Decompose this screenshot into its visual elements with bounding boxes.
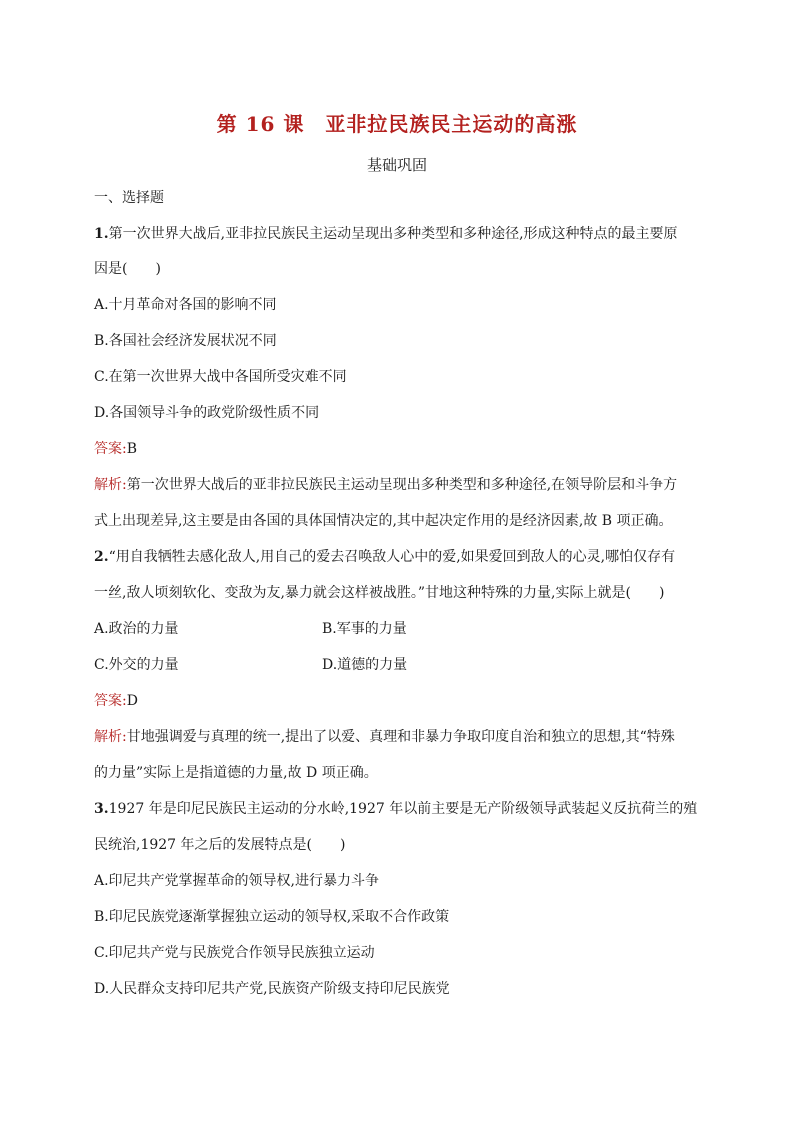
q2-option-d: D.道德的力量 <box>322 657 408 673</box>
q1-stem-line1: 1.第一次世界大战后,亚非拉民族民主运动呈现出多种类型和多种途径,形成这种特点的最主要原 <box>94 226 678 242</box>
q3-number: 3. <box>94 801 109 817</box>
question-type-heading: 一、选择题 <box>94 190 164 206</box>
q2-analysis-line2: 的力量”实际上是指道德的力量,故 D 项正确。 <box>94 765 378 781</box>
q3-option-c: C.印尼共产党与民族党合作领导民族独立运动 <box>94 945 375 961</box>
section-subtitle: 基础巩固 <box>366 156 427 174</box>
q2-number: 2. <box>94 549 109 565</box>
q1-analysis-line2: 式上出现差异,这主要是由各国的具体国情决定的,其中起决定作用的是经济因素,故 B 项正确。 <box>94 513 673 529</box>
q2-stem-line2: 一丝,敌人顷刻软化、变敌为友,暴力就会这样被战胜。”甘地这种特殊的力量,实际上就是( ) <box>94 585 665 601</box>
q3-option-a: A.印尼共产党掌握革命的领导权,进行暴力斗争 <box>94 873 380 889</box>
q1-number: 1. <box>94 226 109 242</box>
q3-stem-line2: 民统治,1927 年之后的发展特点是( ) <box>94 837 346 853</box>
q1-option-d: D.各国领导斗争的政党阶级性质不同 <box>94 405 320 421</box>
q2-analysis-line1: 解析:甘地强调爱与真理的统一,提出了以爱、真理和非暴力争取印度自治和独立的思想,其“特殊 <box>94 729 675 745</box>
q1-answer: 答案:B <box>94 441 138 457</box>
q1-option-b: B.各国社会经济发展状况不同 <box>94 333 277 349</box>
q2-answer: 答案:D <box>94 693 138 709</box>
q2-option-b: B.军事的力量 <box>322 621 407 637</box>
q1-option-a: A.十月革命对各国的影响不同 <box>94 297 277 313</box>
q2-option-c: C.外交的力量 <box>94 657 179 673</box>
lesson-title: 第 16 课 亚非拉民族民主运动的高涨 <box>216 112 578 136</box>
q2-stem-line1: 2.“用自我牺牲去感化敌人,用自己的爱去召唤敌人心中的爱,如果爱回到敌人的心灵,哪怕仅存有 <box>94 549 676 565</box>
q2-option-a: A.政治的力量 <box>94 621 179 637</box>
q3-option-d: D.人民群众支持印尼共产党,民族资产阶级支持印尼民族党 <box>94 981 450 997</box>
q1-analysis-line1: 解析:第一次世界大战后的亚非拉民族民主运动呈现出多种类型和多种途径,在领导阶层和斗争方 <box>94 477 678 493</box>
q3-stem-line1: 3.1927 年是印尼民族民主运动的分水岭,1927 年以前主要是无产阶级领导武装起义反抗荷兰的殖 <box>94 801 698 817</box>
q3-option-b: B.印尼民族党逐渐掌握独立运动的领导权,采取不合作政策 <box>94 909 450 925</box>
q1-stem-line2: 因是( ) <box>94 261 161 277</box>
q1-option-c: C.在第一次世界大战中各国所受灾难不同 <box>94 369 347 385</box>
